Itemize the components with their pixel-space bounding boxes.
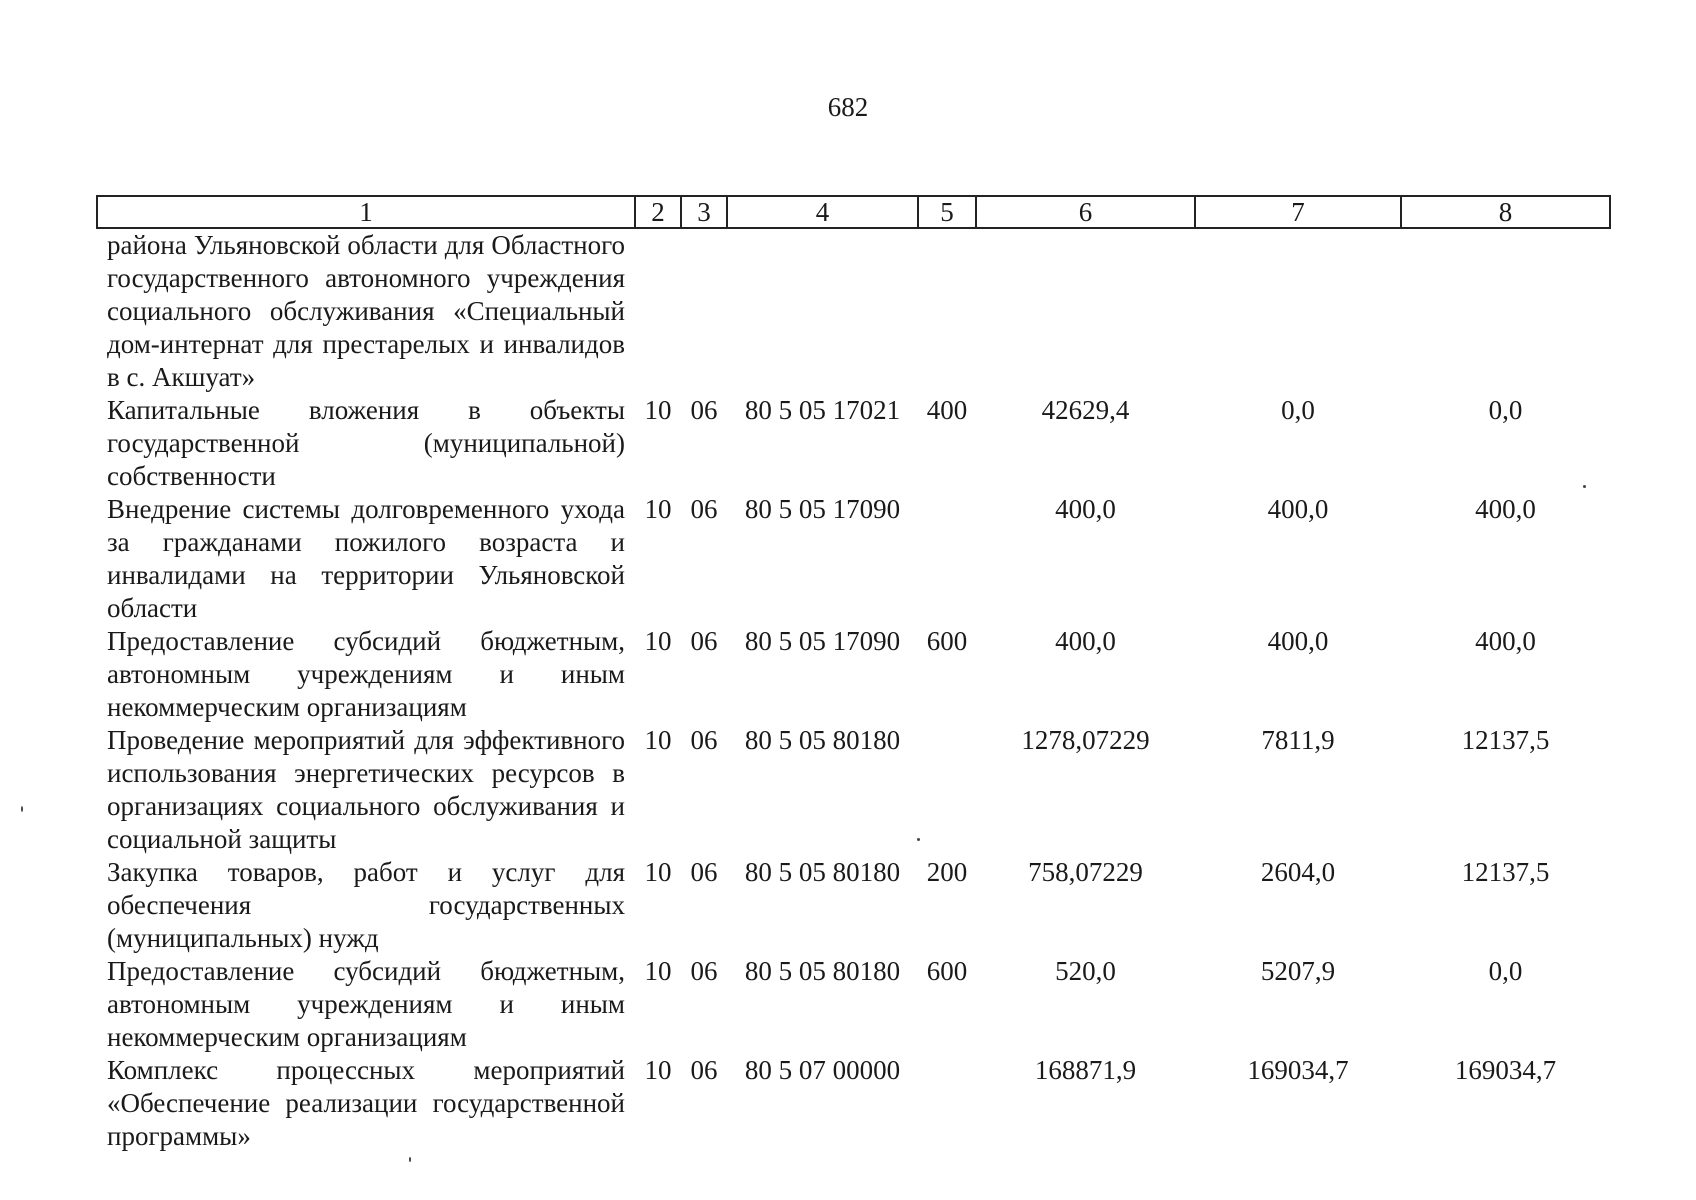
scan-speck (21, 806, 23, 812)
row-value-8: 169034,7 (1454, 1055, 1557, 1085)
row-value-8: 12137,5 (1461, 857, 1550, 887)
row-expense-type: 400 (926, 395, 968, 425)
row-expense-type (918, 1054, 976, 1153)
table-body (97, 228, 1610, 1153)
header-col-7: 7 (1195, 196, 1401, 228)
row-value-8: 400,0 (1475, 626, 1536, 656)
header-col-3: 3 (681, 196, 727, 228)
scan-speck (409, 1157, 411, 1162)
row-target-code: 80 5 05 80180 (744, 725, 901, 755)
row-value-8: 400,0 (1475, 494, 1536, 524)
row-name: Предоставление субсидий бюджетным, автономным учреждениям и иным некоммерческим организациям (107, 626, 625, 722)
row-value-7: 7811,9 (1261, 725, 1335, 755)
row-section: 10 (644, 725, 672, 755)
row-subsection (681, 228, 727, 394)
row-target-code (727, 228, 918, 394)
header-col-1: 1 (97, 196, 635, 228)
row-value-8 (1401, 228, 1610, 394)
row-section: 10 (644, 395, 672, 425)
row-expense-type: 600 (926, 956, 968, 986)
row-value-6: 400,0 (1055, 494, 1116, 524)
table-row (97, 228, 1610, 394)
row-subsection: 06 (690, 395, 718, 425)
row-target-code: 80 5 05 80180 (744, 956, 901, 986)
row-value-7: 400,0 (1267, 494, 1329, 524)
table-row (97, 394, 1610, 493)
row-value-7: 5207,9 (1260, 956, 1336, 986)
row-subsection: 06 (690, 956, 718, 986)
row-value-6: 1278,07229 (1021, 725, 1150, 755)
header-col-6: 6 (976, 196, 1195, 228)
table-row (97, 1054, 1610, 1153)
row-name: Проведение мероприятий для эффективного использования энергетических ресурсов в организациях социального обслуживания и социальной защиты (107, 725, 625, 854)
row-expense-type: 600 (926, 626, 968, 656)
row-expense-type (918, 493, 976, 625)
row-expense-type (918, 724, 976, 856)
page-number: 682 (827, 92, 869, 122)
row-subsection: 06 (690, 626, 718, 656)
row-value-6: 42629,4 (1041, 395, 1130, 425)
header-col-5: 5 (918, 196, 976, 228)
row-name: Предоставление субсидий бюджетным, автономным учреждениям и иным некоммерческим организациям (107, 956, 625, 1052)
row-section (635, 228, 681, 394)
row-expense-type (918, 228, 976, 394)
table-row (97, 724, 1610, 856)
row-value-6: 168871,9 (1034, 1055, 1137, 1085)
row-value-8: 0,0 (1488, 395, 1523, 425)
row-section: 10 (644, 494, 672, 524)
row-name: Внедрение системы долговременного ухода за гражданами пожилого возраста и инвалидами на территории Ульяновской области (107, 494, 625, 623)
table-row (97, 493, 1610, 625)
row-value-7: 2604,0 (1260, 857, 1336, 887)
row-name: Закупка товаров, работ и услуг для обеспечения государственных (муниципальных) нужд (107, 857, 625, 953)
row-value-7: 400,0 (1267, 626, 1329, 656)
row-section: 10 (644, 1055, 672, 1085)
row-subsection: 06 (690, 857, 718, 887)
row-value-7: 169034,7 (1247, 1055, 1349, 1085)
header-row (97, 196, 1610, 228)
table-row (97, 955, 1610, 1054)
row-subsection: 06 (690, 725, 718, 755)
scan-speck (1583, 485, 1586, 488)
budget-table (96, 195, 1611, 1153)
header-col-4: 4 (727, 196, 918, 228)
row-value-6: 520,0 (1055, 956, 1116, 986)
row-value-8: 0,0 (1488, 956, 1523, 986)
row-subsection: 06 (690, 494, 718, 524)
row-section: 10 (644, 956, 672, 986)
row-target-code: 80 5 07 00000 (744, 1055, 901, 1085)
row-name: района Ульяновской области для Областного государственного автономного учреждения социального обслуживания «Специальный дом-интернат для престарелых и инвалидов в с. Акшуат» (107, 230, 625, 392)
row-section: 10 (644, 857, 672, 887)
row-value-8: 12137,5 (1461, 725, 1550, 755)
row-target-code: 80 5 05 17090 (744, 494, 901, 524)
header-col-8: 8 (1401, 196, 1610, 228)
row-target-code: 80 5 05 17021 (744, 395, 901, 425)
row-value-6: 758,07229 (1028, 857, 1143, 887)
row-section: 10 (644, 626, 672, 656)
row-name: Комплекс процессных мероприятий «Обеспечение реализации государственной программы» (107, 1055, 625, 1151)
row-value-7 (1195, 228, 1401, 394)
table-row (97, 856, 1610, 955)
header-col-2: 2 (635, 196, 681, 228)
row-target-code: 80 5 05 17090 (744, 626, 901, 656)
row-name: Капитальные вложения в объекты государственной (муниципальной) собственности (107, 395, 625, 491)
row-subsection: 06 (690, 1055, 718, 1085)
row-value-7: 0,0 (1281, 395, 1315, 425)
scan-speck (917, 838, 920, 841)
table-header (97, 196, 1610, 228)
table-row (97, 625, 1610, 724)
row-expense-type: 200 (926, 857, 968, 887)
row-value-6: 400,0 (1055, 626, 1116, 656)
row-value-6 (976, 228, 1195, 394)
row-target-code: 80 5 05 80180 (744, 857, 901, 887)
